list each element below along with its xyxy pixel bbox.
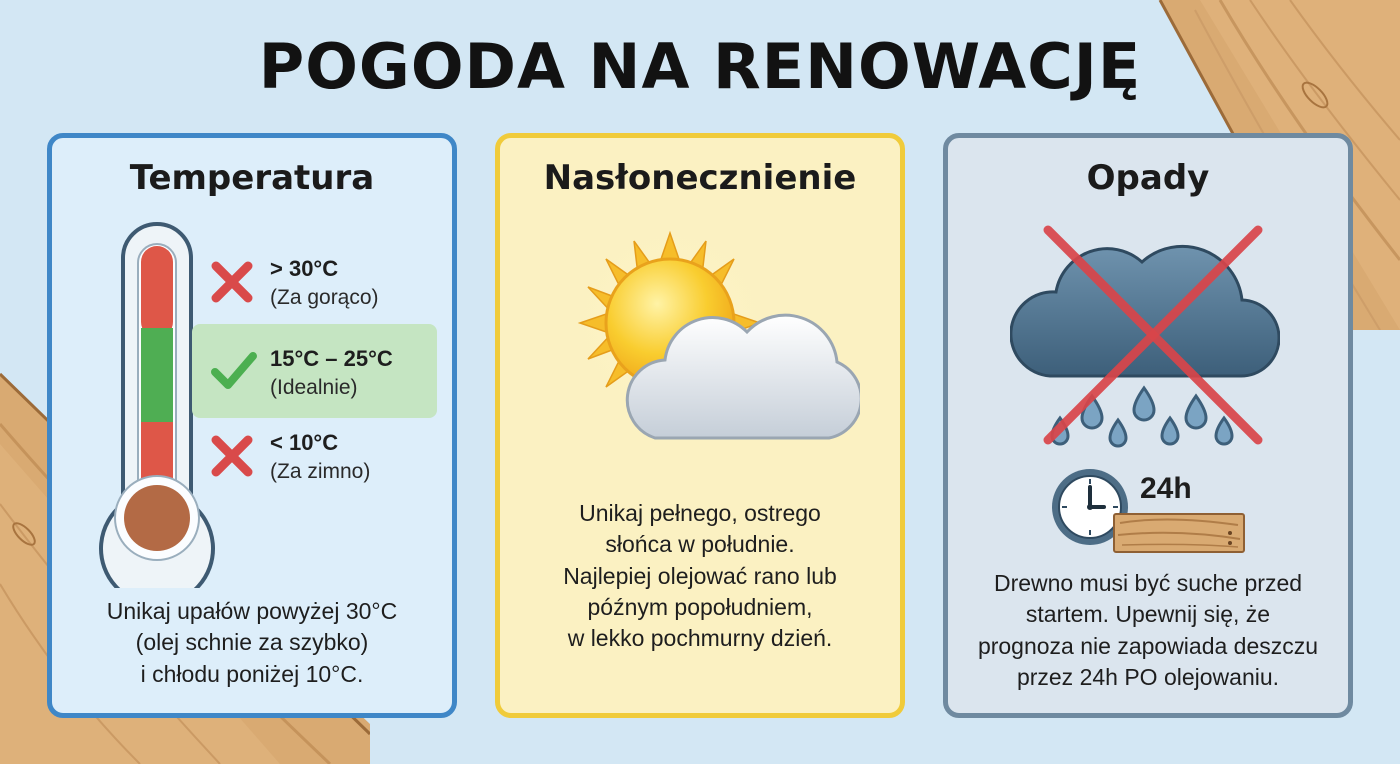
card-description: Drewno musi być suche przed startem. Upewnij się, że prognoza nie zapowiada deszczu przez 24h PO olejowaniu. — [977, 570, 1319, 690]
wood-plank-icon — [1114, 514, 1244, 552]
sunlight-card — [495, 133, 905, 718]
temperature-value: > 30°C — [270, 256, 339, 281]
temperature-too-cold — [192, 430, 437, 490]
temperature-note: (Za gorąco) — [270, 286, 379, 309]
temperature-ideal — [192, 324, 437, 418]
temperature-value: 15°C – 25°C — [270, 346, 393, 371]
cross-icon — [210, 434, 254, 483]
card-description: Unikaj pełnego, ostrego słońca w południe. Najlepiej olejować rano lub późnym popołudniem, w lekko pochmurny dzień. — [563, 500, 837, 652]
check-icon — [210, 348, 258, 397]
card-title: Temperatura — [129, 158, 375, 198]
temperature-too-hot — [192, 256, 437, 316]
rain-card — [943, 133, 1353, 718]
card-title: Nasłonecznienie — [543, 158, 857, 198]
temperature-value: < 10°C — [270, 430, 339, 455]
temperature-note: (Idealnie) — [270, 376, 358, 399]
page-title: POGODA NA RENOWACJĘ — [258, 30, 1142, 103]
rain-cloud-icon — [1010, 218, 1280, 453]
temperature-card — [47, 133, 457, 718]
cross-icon — [210, 260, 254, 309]
card-description: Unikaj upałów powyżej 30°C (olej schnie za szybko) i chłodu poniżej 10°C. — [106, 598, 398, 687]
card-title: Opady — [1086, 158, 1210, 198]
sun-cloud-icon — [550, 223, 860, 468]
timer-label: 24h — [1140, 472, 1192, 505]
temperature-note: (Za zimno) — [270, 460, 371, 483]
